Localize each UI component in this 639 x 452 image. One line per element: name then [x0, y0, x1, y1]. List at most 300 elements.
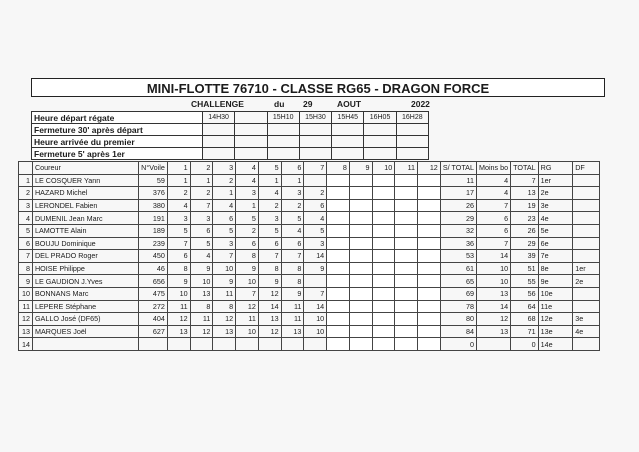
schedule-time: 15H45 [332, 112, 364, 124]
col-race: 10 [372, 162, 395, 175]
row-moins: 12 [476, 313, 510, 326]
row-race-empty [349, 187, 372, 200]
row-race-empty [327, 187, 350, 200]
row-race-empty [395, 287, 418, 300]
row-index: 5 [19, 224, 33, 237]
schedule-label: Fermeture 30' après départ [32, 124, 203, 136]
col-race: 2 [190, 162, 213, 175]
row-race-result: 4 [190, 250, 213, 263]
row-total: 39 [511, 250, 539, 263]
row-race-result: 8 [167, 262, 190, 275]
col-race: 8 [327, 162, 350, 175]
row-race-empty [349, 287, 372, 300]
table-row [19, 174, 600, 187]
row-race-empty [418, 199, 441, 212]
row-total: 13 [511, 187, 539, 200]
col-race: 12 [418, 162, 441, 175]
row-race-empty [395, 325, 418, 338]
row-df [573, 287, 600, 300]
row-race-result: 5 [167, 224, 190, 237]
table-row [19, 237, 600, 250]
row-index: 9 [19, 275, 33, 288]
row-race-empty [418, 224, 441, 237]
row-rg: 10e [538, 287, 573, 300]
row-moins: 10 [476, 275, 510, 288]
col-coureur: Coureur [32, 162, 138, 175]
row-df [573, 237, 600, 250]
row-race-empty [349, 325, 372, 338]
row-race-empty [327, 250, 350, 263]
row-race-empty [418, 300, 441, 313]
row-race-result: 13 [190, 287, 213, 300]
schedule-time [202, 124, 234, 136]
row-total: 26 [511, 224, 539, 237]
table-row [19, 187, 600, 200]
row-race-result: 13 [213, 325, 236, 338]
col-race: 4 [236, 162, 259, 175]
table-row [19, 300, 600, 313]
row-voile: 450 [139, 250, 168, 263]
row-race-result [167, 338, 190, 351]
row-race-empty [418, 174, 441, 187]
row-race-result: 9 [167, 275, 190, 288]
row-race-empty [327, 224, 350, 237]
row-coureur: DUMENIL Jean Marc [32, 212, 138, 225]
table-row [19, 224, 600, 237]
row-race-result: 12 [258, 325, 281, 338]
schedule-time [332, 124, 364, 136]
row-stotal: 61 [440, 262, 476, 275]
row-coureur: HOISE Philippe [32, 262, 138, 275]
row-race-empty [395, 262, 418, 275]
schedule-time [396, 136, 428, 148]
row-race-empty [372, 262, 395, 275]
table-row [19, 338, 600, 351]
row-stotal: 84 [440, 325, 476, 338]
row-race-empty [372, 212, 395, 225]
row-stotal: 80 [440, 313, 476, 326]
row-voile: 272 [139, 300, 168, 313]
row-voile: 189 [139, 224, 168, 237]
row-race-result: 8 [281, 262, 304, 275]
row-race-empty [349, 275, 372, 288]
row-race-empty [349, 237, 372, 250]
row-race-empty [395, 313, 418, 326]
results-header-row [19, 162, 600, 175]
row-race-result [281, 338, 304, 351]
table-row [19, 199, 600, 212]
row-moins: 4 [476, 187, 510, 200]
row-race-result: 1 [258, 174, 281, 187]
row-voile: 656 [139, 275, 168, 288]
row-race-result: 11 [213, 287, 236, 300]
row-race-empty [349, 174, 372, 187]
schedule-time: 15H10 [267, 112, 299, 124]
row-rg: 14e [538, 338, 573, 351]
row-rg: 13e [538, 325, 573, 338]
challenge-line [31, 97, 600, 111]
row-stotal: 69 [440, 287, 476, 300]
row-stotal: 0 [440, 338, 476, 351]
row-total: 19 [511, 199, 539, 212]
row-race-result: 6 [258, 237, 281, 250]
row-df [573, 174, 600, 187]
row-race-result: 12 [213, 313, 236, 326]
row-race-result: 10 [167, 287, 190, 300]
row-total: 0 [511, 338, 539, 351]
row-rg: 5e [538, 224, 573, 237]
row-stotal: 65 [440, 275, 476, 288]
row-race-result [213, 338, 236, 351]
row-race-result: 14 [304, 300, 327, 313]
col-race: 5 [258, 162, 281, 175]
col-stotal: S/ TOTAL [440, 162, 476, 175]
row-race-result: 4 [281, 224, 304, 237]
row-race-result: 4 [304, 212, 327, 225]
row-voile: 376 [139, 187, 168, 200]
row-race-empty [372, 250, 395, 263]
row-race-empty [372, 187, 395, 200]
row-df: 1er [573, 262, 600, 275]
row-index: 3 [19, 199, 33, 212]
row-race-result: 10 [213, 262, 236, 275]
row-race-result: 5 [258, 224, 281, 237]
col-race: 1 [167, 162, 190, 175]
row-race-result: 2 [281, 199, 304, 212]
row-race-empty [349, 300, 372, 313]
row-stotal: 53 [440, 250, 476, 263]
row-stotal: 17 [440, 187, 476, 200]
row-stotal: 26 [440, 199, 476, 212]
schedule-table [31, 111, 429, 160]
row-rg: 12e [538, 313, 573, 326]
schedule-label: Fermeture 5' après 1er [32, 148, 203, 160]
row-race-result: 5 [304, 224, 327, 237]
row-race-result: 6 [190, 224, 213, 237]
row-race-empty [327, 262, 350, 275]
row-index: 7 [19, 250, 33, 263]
row-rg: 3e [538, 199, 573, 212]
row-race-result: 7 [281, 250, 304, 263]
col-race: 3 [213, 162, 236, 175]
row-race-result: 8 [258, 262, 281, 275]
row-index: 6 [19, 237, 33, 250]
schedule-time [299, 124, 331, 136]
row-df [573, 224, 600, 237]
table-row [19, 287, 600, 300]
col-moins: Moins bo [476, 162, 510, 175]
row-race-empty [395, 187, 418, 200]
row-race-result: 3 [236, 187, 259, 200]
row-coureur: BONNANS Marc [32, 287, 138, 300]
row-df [573, 199, 600, 212]
row-coureur: GALLO José (DF65) [32, 313, 138, 326]
row-race-result: 9 [281, 287, 304, 300]
row-race-result: 7 [236, 287, 259, 300]
col-race: 11 [395, 162, 418, 175]
row-voile: 475 [139, 287, 168, 300]
row-race-empty [349, 212, 372, 225]
row-rg: 1er [538, 174, 573, 187]
row-race-empty [418, 325, 441, 338]
row-rg: 8e [538, 262, 573, 275]
challenge-year: 2022 [411, 99, 430, 109]
row-race-result: 12 [190, 325, 213, 338]
schedule-time [396, 124, 428, 136]
results-table [18, 161, 600, 351]
row-voile [139, 338, 168, 351]
row-race-result: 12 [167, 313, 190, 326]
row-moins: 13 [476, 287, 510, 300]
row-race-result: 13 [167, 325, 190, 338]
row-total: 23 [511, 212, 539, 225]
row-rg: 11e [538, 300, 573, 313]
row-coureur: LERONDEL Fabien [32, 199, 138, 212]
row-total: 71 [511, 325, 539, 338]
row-df: 3e [573, 313, 600, 326]
schedule-time [299, 136, 331, 148]
row-race-empty [372, 338, 395, 351]
row-race-empty [418, 287, 441, 300]
row-race-result: 10 [304, 313, 327, 326]
row-race-result [236, 338, 259, 351]
row-race-empty [395, 199, 418, 212]
row-race-empty [349, 250, 372, 263]
row-race-result: 14 [258, 300, 281, 313]
row-race-result [190, 338, 213, 351]
row-race-empty [395, 338, 418, 351]
row-total: 68 [511, 313, 539, 326]
row-coureur: MARQUES Joël [32, 325, 138, 338]
row-race-empty [349, 313, 372, 326]
schedule-row [32, 112, 429, 124]
row-race-result: 6 [281, 237, 304, 250]
col-race: 9 [349, 162, 372, 175]
row-stotal: 29 [440, 212, 476, 225]
table-row [19, 250, 600, 263]
row-race-empty [372, 275, 395, 288]
row-race-result: 10 [190, 275, 213, 288]
row-moins: 7 [476, 199, 510, 212]
row-stotal: 11 [440, 174, 476, 187]
row-race-empty [327, 338, 350, 351]
row-index: 12 [19, 313, 33, 326]
row-race-result: 1 [167, 174, 190, 187]
page-title: MINI-FLOTTE 76710 - CLASSE RG65 - DRAGON FORCE [31, 78, 605, 97]
row-race-result: 12 [236, 300, 259, 313]
row-race-result: 8 [190, 300, 213, 313]
row-race-result: 7 [258, 250, 281, 263]
table-row [19, 313, 600, 326]
row-index: 4 [19, 212, 33, 225]
schedule-time [332, 148, 364, 160]
row-moins: 14 [476, 250, 510, 263]
row-race-result: 1 [213, 187, 236, 200]
row-total: 51 [511, 262, 539, 275]
row-race-result: 2 [258, 199, 281, 212]
schedule-row [32, 124, 429, 136]
schedule-time [267, 124, 299, 136]
row-race-empty [327, 199, 350, 212]
row-race-empty [372, 174, 395, 187]
row-race-result: 10 [304, 325, 327, 338]
row-stotal: 32 [440, 224, 476, 237]
row-race-result [258, 338, 281, 351]
row-index: 13 [19, 325, 33, 338]
col-index [19, 162, 33, 175]
schedule-row [32, 148, 429, 160]
row-race-empty [327, 275, 350, 288]
row-race-result: 13 [258, 313, 281, 326]
schedule-time: 16H28 [396, 112, 428, 124]
row-race-result: 9 [213, 275, 236, 288]
schedule-time [364, 124, 396, 136]
row-race-empty [395, 250, 418, 263]
row-race-empty [372, 325, 395, 338]
row-race-empty [327, 212, 350, 225]
row-voile: 239 [139, 237, 168, 250]
row-voile: 627 [139, 325, 168, 338]
row-race-result: 6 [236, 237, 259, 250]
row-index: 10 [19, 287, 33, 300]
row-race-result: 2 [236, 224, 259, 237]
row-moins [476, 338, 510, 351]
row-race-result: 10 [236, 325, 259, 338]
table-row [19, 212, 600, 225]
row-coureur: LE GAUDION J.Yves [32, 275, 138, 288]
row-race-result: 8 [213, 300, 236, 313]
schedule-time: 15H30 [299, 112, 331, 124]
row-race-empty [327, 287, 350, 300]
row-race-result: 9 [236, 262, 259, 275]
row-df [573, 212, 600, 225]
challenge-label: CHALLENGE [191, 99, 244, 109]
row-race-result: 2 [167, 187, 190, 200]
row-race-empty [372, 237, 395, 250]
row-moins: 6 [476, 224, 510, 237]
row-race-result: 5 [281, 212, 304, 225]
row-index: 8 [19, 262, 33, 275]
row-voile: 191 [139, 212, 168, 225]
col-race: 6 [281, 162, 304, 175]
row-race-result: 11 [281, 313, 304, 326]
row-rg: 6e [538, 237, 573, 250]
row-rg: 7e [538, 250, 573, 263]
row-stotal: 36 [440, 237, 476, 250]
schedule-time [235, 124, 267, 136]
row-race-empty [418, 187, 441, 200]
schedule-label: Heure départ régate [32, 112, 203, 124]
row-race-empty [395, 300, 418, 313]
schedule-time [235, 112, 267, 124]
row-race-result: 3 [167, 212, 190, 225]
row-race-empty [372, 199, 395, 212]
row-race-empty [349, 262, 372, 275]
row-race-empty [418, 250, 441, 263]
row-race-empty [327, 313, 350, 326]
challenge-day: 29 [303, 99, 313, 109]
row-total: 55 [511, 275, 539, 288]
row-race-result: 10 [236, 275, 259, 288]
row-race-result: 2 [213, 174, 236, 187]
row-race-result: 2 [304, 187, 327, 200]
row-race-result: 4 [167, 199, 190, 212]
schedule-time [202, 136, 234, 148]
schedule-time [235, 136, 267, 148]
row-moins: 10 [476, 262, 510, 275]
row-race-empty [418, 262, 441, 275]
row-race-result: 6 [167, 250, 190, 263]
row-rg: 9e [538, 275, 573, 288]
row-race-result: 7 [213, 250, 236, 263]
row-race-result [304, 275, 327, 288]
row-race-result: 7 [190, 199, 213, 212]
results-sheet [18, 78, 600, 351]
row-race-result: 3 [281, 187, 304, 200]
challenge-du: du [274, 99, 285, 109]
schedule-label: Heure arrivée du premier [32, 136, 203, 148]
row-race-result: 7 [167, 237, 190, 250]
row-stotal: 78 [440, 300, 476, 313]
row-coureur: LEPERE Stéphane [32, 300, 138, 313]
col-voile: N°Voile [139, 162, 168, 175]
row-race-result: 1 [236, 199, 259, 212]
row-race-empty [349, 199, 372, 212]
row-df [573, 187, 600, 200]
row-moins: 6 [476, 212, 510, 225]
row-total: 64 [511, 300, 539, 313]
schedule-time [396, 148, 428, 160]
row-coureur: DEL PRADO Roger [32, 250, 138, 263]
row-race-empty [372, 224, 395, 237]
row-voile: 46 [139, 262, 168, 275]
row-race-result: 7 [304, 287, 327, 300]
row-coureur: LAMOTTE Alain [32, 224, 138, 237]
table-row [19, 325, 600, 338]
row-race-result: 8 [236, 250, 259, 263]
row-moins: 14 [476, 300, 510, 313]
row-race-result: 9 [304, 262, 327, 275]
schedule-time [299, 148, 331, 160]
row-race-empty [418, 275, 441, 288]
row-race-result: 13 [281, 325, 304, 338]
col-df: DF [573, 162, 600, 175]
row-race-empty [395, 212, 418, 225]
table-row [19, 275, 600, 288]
row-race-result: 1 [190, 174, 213, 187]
row-race-result: 12 [258, 287, 281, 300]
table-row [19, 262, 600, 275]
row-race-result: 11 [281, 300, 304, 313]
row-race-result: 5 [190, 237, 213, 250]
row-race-result: 11 [190, 313, 213, 326]
row-voile: 404 [139, 313, 168, 326]
row-total: 29 [511, 237, 539, 250]
row-race-result: 14 [304, 250, 327, 263]
row-race-empty [418, 237, 441, 250]
row-df [573, 300, 600, 313]
row-race-result: 6 [304, 199, 327, 212]
challenge-month: AOUT [337, 99, 362, 109]
row-race-result: 9 [258, 275, 281, 288]
row-race-result: 4 [213, 199, 236, 212]
row-total: 7 [511, 174, 539, 187]
row-race-result: 6 [213, 212, 236, 225]
row-race-empty [418, 212, 441, 225]
schedule-time [202, 148, 234, 160]
schedule-time [364, 136, 396, 148]
schedule-time [267, 148, 299, 160]
